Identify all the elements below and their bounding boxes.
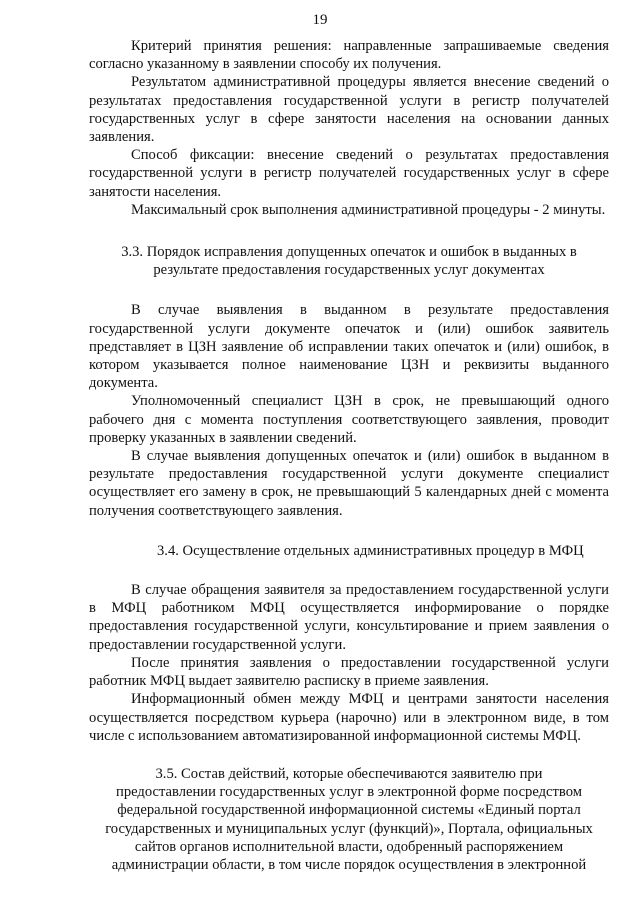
paragraph: Результатом административной процедуры является внесение сведений о результатах предоставления государственной услуги в регистр получателей государственных услуг в сфере занятости населения на основании данных заявления. [89, 74, 609, 146]
paragraph: В случае выявления допущенных опечаток и (или) ошибок в выданном в результате предоставления государственной услуги документе специалист осуществляет его замену в срок, не превышающий 5 календарных дней с момента получения соответствующего заявления. [89, 448, 609, 519]
heading-line: сайтов органов исполнительной власти, одобренный распоряжением [134, 838, 564, 855]
heading-line: 3.5. Состав действий, которые обеспечиваются заявителю при [155, 765, 543, 782]
heading-line: федеральной государственной информационной системы «Единый портал [117, 802, 581, 819]
paragraph: Уполномоченный специалист ЦЗН в срок, не превышающий одного рабочего дня с момента поступления соответствующего заявления, проводит проверку указанных в заявлении сведений. [89, 393, 609, 446]
paragraph: В случае обращения заявителя за предоставлением государственной услуги в МФЦ работником МФЦ осуществляется информирование о порядке предоставления государственной услуги, консультирование и прием заявления о предоставлении государственной услуги. [89, 582, 609, 653]
paragraph: Способ фиксации: внесение сведений о результатах предоставления государственной услуги в регистр получателей государственных услуг в сфере занятости населения. [89, 147, 609, 200]
heading-line: администрации области, в том числе порядок осуществления в электронной [111, 856, 587, 873]
section-heading-3-5 [89, 765, 609, 874]
paragraph: Критерий принятия решения: направленные запрашиваемые сведения согласно указанному в заявлении способу их получения. [89, 38, 609, 73]
section-heading-3-4: 3.4. Осуществление отдельных административных процедур в МФЦ [157, 542, 584, 559]
page-number: 19 [312, 12, 328, 28]
paragraph: После принятия заявления о предоставлении государственной услуги работник МФЦ выдает заявителю расписку в приеме заявления. [89, 654, 609, 690]
paragraph: Максимальный срок выполнения административной процедуры - 2 минуты. [131, 201, 606, 218]
document-body [89, 37, 609, 874]
section-heading-3-3: 3.3. Порядок исправления допущенных опечаток и ошибок в выданных в результате предоставления государственных услуг документах [121, 244, 577, 279]
heading-line: предоставлении государственных услуг в электронной форме посредством [116, 784, 582, 801]
paragraph: Информационный обмен между МФЦ и центрами занятости населения осуществляется посредством курьера (нарочно) или в электронном виде, в том числе с использованием автоматизированной информационной системы МФЦ. [89, 691, 609, 744]
heading-line: государственных и муниципальных услуг (функций)», Портала, официальных [105, 820, 593, 837]
paragraph: В случае выявления в выданном в результате предоставления государственной услуги документе опечаток и (или) ошибок заявитель представляет в ЦЗН заявление об исправлении таких опечаток и (или) ошибок, в котором указывается полное наименование ЦЗН и реквизиты выданного документа. [89, 302, 609, 392]
